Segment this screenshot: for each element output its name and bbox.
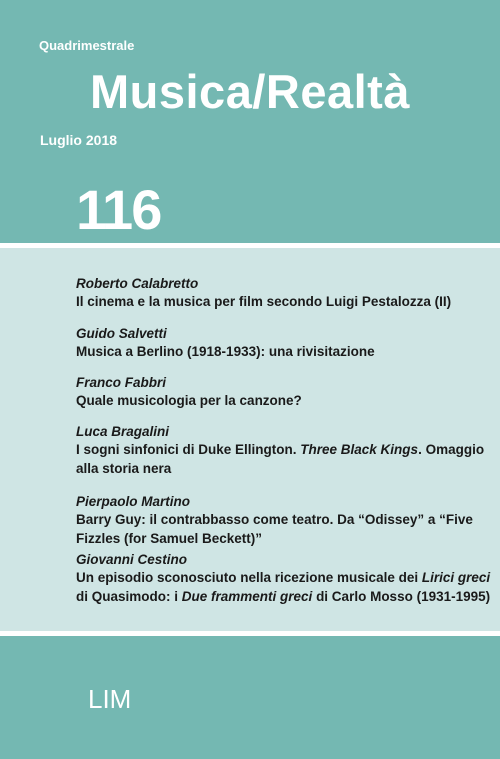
article-title bbox=[76, 391, 496, 410]
article-author: Pierpaolo Martino bbox=[76, 494, 191, 509]
article-title-segment: Fizzles (for Samuel Beckett)” bbox=[76, 531, 263, 546]
article-title bbox=[76, 292, 496, 311]
article-title-segment: Il cinema e la musica per film secondo Luigi Pestalozza (II) bbox=[76, 294, 452, 309]
article-title-segment: I sogni sinfonici di Duke Ellington. bbox=[76, 442, 301, 457]
article-title-segment: . Omaggio bbox=[418, 442, 485, 457]
article-entry bbox=[76, 551, 496, 606]
cover-header bbox=[0, 0, 500, 243]
article-title bbox=[76, 568, 496, 606]
periodicity-label: Quadrimestrale bbox=[39, 38, 135, 53]
article-entry bbox=[76, 493, 496, 548]
article-title-segment: Barry Guy: il contrabbasso come teatro. Da “Odissey” a “Five bbox=[76, 512, 473, 527]
article-author: Luca Bragalini bbox=[76, 424, 170, 439]
article-entry bbox=[76, 423, 496, 478]
article-entry bbox=[76, 325, 496, 361]
table-of-contents bbox=[0, 248, 500, 631]
article-title-italic-segment: Three Black Kings bbox=[300, 442, 419, 457]
article-title-italic-segment: Due frammenti greci bbox=[181, 589, 313, 604]
article-title-italic-segment: Lirici greci bbox=[421, 570, 491, 585]
article-entry bbox=[76, 275, 496, 311]
article-author: Giovanni Cestino bbox=[76, 552, 188, 567]
issue-date: Luglio 2018 bbox=[40, 132, 118, 148]
article-title bbox=[76, 510, 496, 548]
article-title-segment: alla storia nera bbox=[76, 461, 172, 476]
article-title-segment: Un episodio sconosciuto nella ricezione musicale dei bbox=[76, 570, 422, 585]
cover-footer bbox=[0, 636, 500, 759]
article-title bbox=[76, 342, 496, 361]
article-title bbox=[76, 440, 496, 478]
publisher-logo-text: LIM bbox=[88, 684, 132, 714]
article-title-segment: Quale musicologia per la canzone? bbox=[76, 393, 302, 408]
article-title-segment: di Quasimodo: i bbox=[76, 589, 182, 604]
article-author: Guido Salvetti bbox=[76, 326, 167, 341]
article-entry bbox=[76, 374, 496, 410]
journal-title: Musica/Realtà bbox=[90, 65, 410, 118]
article-author: Franco Fabbri bbox=[76, 375, 167, 390]
article-title-segment: Musica a Berlino (1918-1933): una rivisitazione bbox=[76, 344, 375, 359]
article-author: Roberto Calabretto bbox=[76, 276, 199, 291]
issue-number: 116 bbox=[76, 178, 161, 241]
article-title-segment: di Carlo Mosso (1931-1995) bbox=[312, 589, 491, 604]
